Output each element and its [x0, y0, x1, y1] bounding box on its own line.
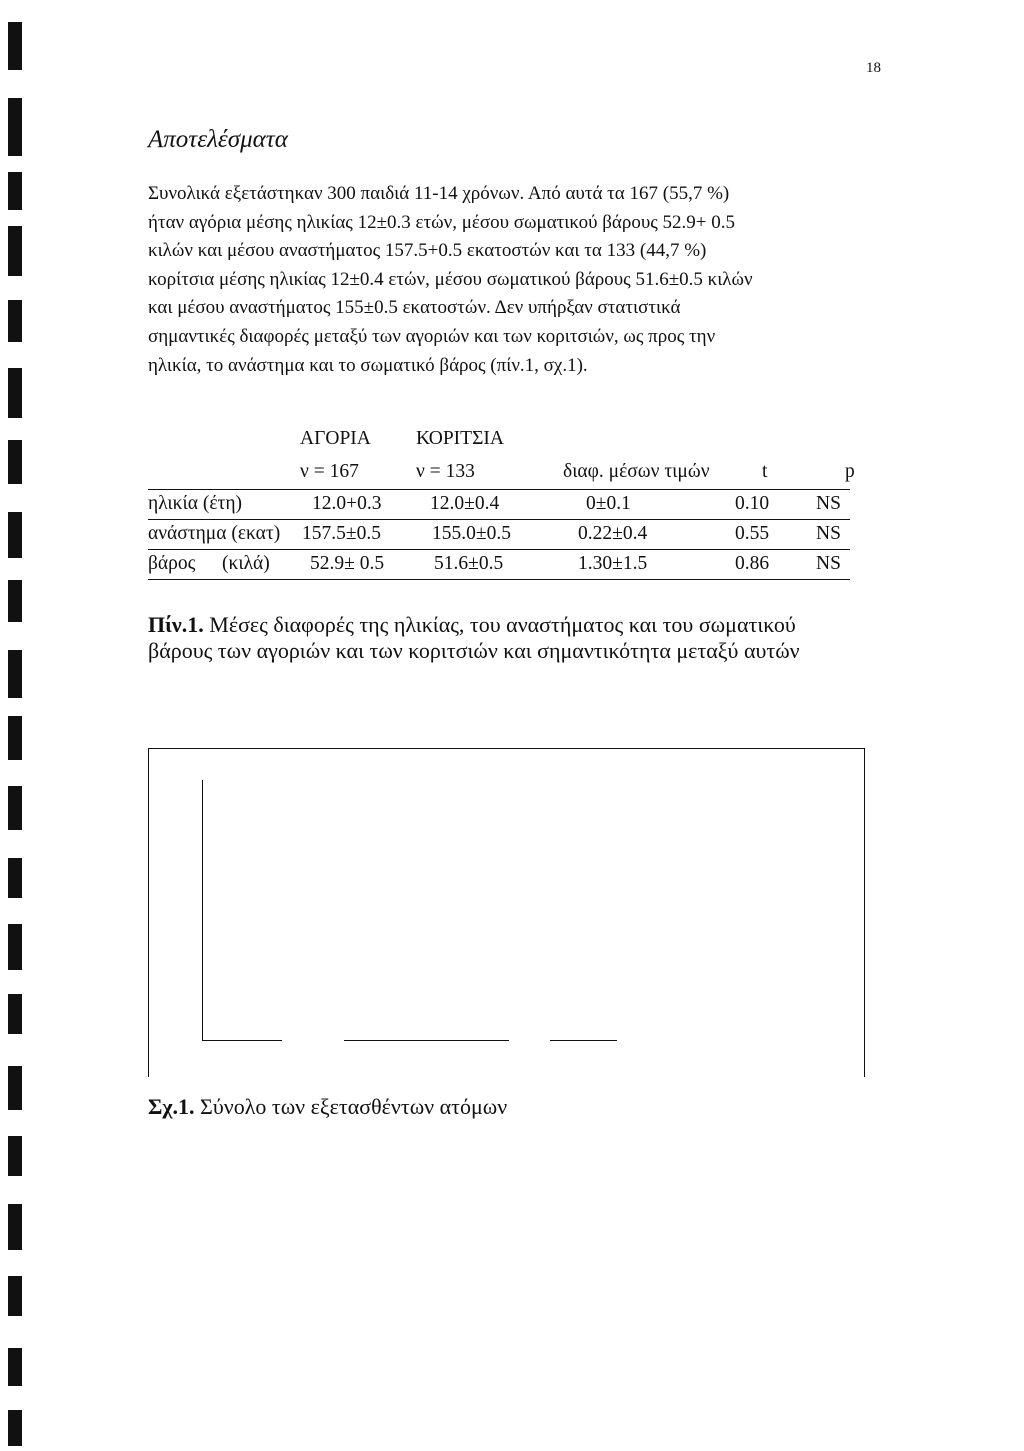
figure-caption-label: Σχ.1.: [148, 1094, 195, 1119]
cell-age-t: 0.10: [735, 493, 770, 514]
figure-x-axis-segment: [202, 1040, 282, 1041]
paragraph-line: και μέσου αναστήματος 155±0.5 εκατοστών. Δεν υπήρξαν στατιστικά: [148, 297, 681, 319]
cell-height-girls: 155.0±0.5: [432, 523, 511, 544]
n-boys: ν = 167: [300, 461, 359, 482]
cell-weight-p: NS: [816, 553, 841, 574]
paragraph-line: Συνολικά εξετάστηκαν 300 παιδιά 11-14 χρόνων. Από αυτά τα 167 (55,7 %): [148, 183, 730, 204]
n-girls: ν = 133: [416, 461, 475, 482]
header-mean-diff: διαφ. μέσων τιμών: [563, 461, 710, 482]
row-rule: [148, 519, 850, 520]
figure-caption: [148, 1094, 507, 1120]
paragraph-line: σημαντικές διαφορές μεταξύ των αγοριών και των κοριτσιών, ως προς την: [148, 325, 716, 347]
figure-x-axis-segment: [550, 1040, 617, 1041]
table-caption-line2: βάρους των αγοριών και των κοριτσιών και σημαντικότητα μεταξύ αυτών: [148, 638, 800, 663]
header-rule: [148, 489, 850, 490]
header-boys: ΑΓΟΡΙΑ: [300, 428, 371, 449]
cell-height-boys: 157.5±0.5: [302, 523, 381, 544]
row-label-weight: βάρος: [148, 553, 196, 574]
cell-height-t: 0.55: [735, 523, 770, 544]
cell-age-girls: 12.0±0.4: [430, 493, 500, 514]
figure-caption-text: Σύνολο των εξετασθέντων ατόμων: [200, 1094, 508, 1119]
row-label-weight-unit: (κιλά): [222, 553, 270, 574]
cell-weight-t: 0.86: [735, 553, 770, 574]
row-label-age: ηλικία (έτη): [148, 493, 243, 514]
table-caption-label: Πίν.1.: [148, 612, 204, 637]
cell-age-boys: 12.0+0.3: [312, 493, 382, 514]
table-caption-text: Μέσες διαφορές της ηλικίας, του αναστήματος και του σωματικού: [209, 612, 796, 637]
cell-age-diff: 0±0.1: [586, 493, 631, 514]
paragraph-line: ηλικία, το ανάστημα και το σωματικό βάρος (πίν.1, σχ.1).: [148, 354, 588, 376]
results-paragraph: [148, 180, 908, 380]
cell-height-diff: 0.22±0.4: [578, 523, 648, 544]
header-p: p: [845, 461, 855, 482]
row-rule: [148, 549, 850, 550]
row-rule: [148, 579, 850, 580]
cell-height-p: NS: [816, 523, 841, 544]
section-title: Αποτελέσματα: [148, 126, 288, 153]
header-girls: ΚΟΡΙΤΣΙΑ: [416, 428, 504, 449]
row-label-height: ανάστημα (εκατ): [148, 523, 281, 544]
page-number: 18: [866, 60, 881, 76]
header-t: t: [762, 461, 768, 482]
table-caption: [148, 612, 796, 638]
cell-age-p: NS: [816, 493, 841, 514]
cell-weight-girls: 51.6±0.5: [434, 553, 504, 574]
cell-weight-boys: 52.9± 0.5: [310, 553, 385, 574]
paragraph-line: ήταν αγόρια μέσης ηλικίας 12±0.3 ετών, μέσου σωματικού βάρους 52.9+ 0.5: [148, 211, 735, 233]
figure-y-axis: [202, 780, 203, 1041]
figure-x-axis-segment: [344, 1040, 509, 1041]
paragraph-line: κορίτσια μέσης ηλικίας 12±0.4 ετών, μέσου σωματικού βάρους 51.6±0.5 κιλών: [148, 268, 753, 290]
cell-weight-diff: 1.30±1.5: [578, 553, 648, 574]
paragraph-line: κιλών και μέσου αναστήματος 157.5+0.5 εκατοστών και τα 133 (44,7 %): [148, 240, 707, 262]
figure-frame: [148, 748, 865, 1077]
